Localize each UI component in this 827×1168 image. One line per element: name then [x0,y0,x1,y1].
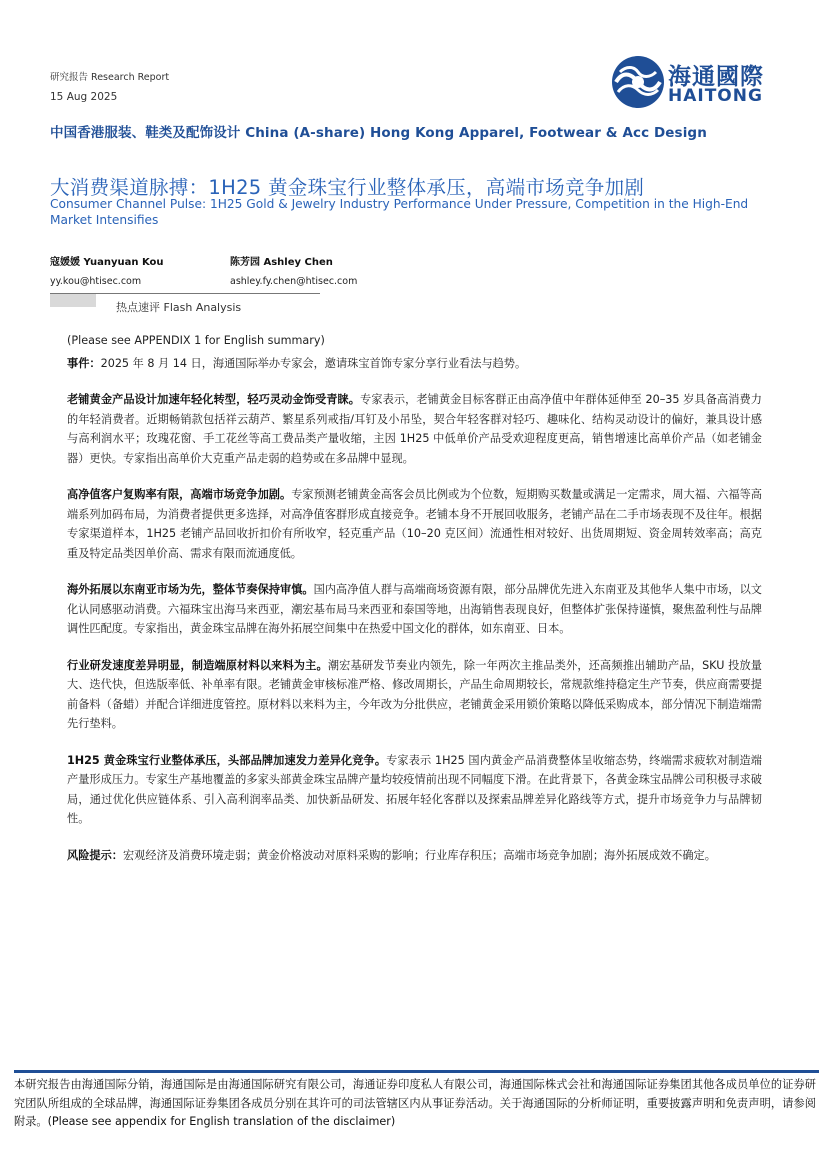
paragraph-event [67,354,762,374]
paragraph-text: 宏观经济及消费环境走弱；黄金价格波动对原料采购的影响；行业库存积压；高端市场竞争加剧；海外拓展成效不确定。 [122,848,716,862]
footer-disclaimer: 本研究报告由海通国际分销，海通国际是由海通国际研究有限公司，海通证券印度私人有限公司，海通国际株式会社和海通国际证券集团其他各成员单位的证券研究团队所组成的全球品牌，海通国际证券集团各成员分别在其许可的司法管辖区内从事证券活动。关于海通国际的分析师证明，重要披露声明和免责声明，请参阅附录。(Please see appendix for English translation of the disclaimer) [14,1078,816,1128]
paragraph-lead: 行业研发速度差异明显，制造端原材料以来料为主。 [67,658,328,672]
report-date: 15 Aug 2025 [50,91,118,103]
logo-text-en: HAITONG [668,86,763,106]
paragraph-lead: 事件： [67,356,101,370]
paragraph-lead: 风险提示： [67,848,123,862]
sector-heading: 中国香港服装、鞋类及配饰设计 China (A-share) Hong Kong Apparel, Footwear & Acc Design [50,125,707,141]
paragraph-lead: 海外拓展以东南亚市场为先，整体节奏保持审慎。 [67,583,314,596]
flash-analysis-box [50,293,320,320]
author-email-2[interactable]: ashley.fy.chen@htisec.com [230,276,358,287]
paragraph-text: 潮宏基研发节奏业内领先，除一年两次主推品类外，还高频推出辅助产品，SKU 投放量大、迭代快，但选版率低、补单率有限。老铺黄金审核标准严格、修改周期长，产品生命周期较长，常规款维持稳定生产节奏，供应商需要提前备料（备蜡）并配合详细进度管控。原材料以来料为主，今年改为分批供应，老铺黄金采用锁价策略以降低采购成本，部分情况下制造端需先行垫料。 [67,658,762,730]
paragraph-text: 专家预测老铺黄金高客会员比例或为个位数，短期购买数量或满足一定需求，周大福、六福等高端系列加码布局，为消费者提供更多选择，对高净值客群形成直接竞争。老铺本身不开展回收服务，老铺产品在二手市场表现不及往年。根据专家渠道样本，1H25 老铺产品回收折扣价有所收窄，轻克重产品（10–20 克区间）流通性相对较好、出货周期短、资金周转效率高；高克重及特定品类因单价高、需求有限而流通度低。 [67,488,762,560]
logo-text-cn: 海通國際 [668,64,764,90]
haitong-logo [610,54,666,110]
flash-bar [50,294,96,307]
haitong-logo-icon [610,54,666,110]
paragraph-text: 2025 年 8 月 14 日，海通国际举办专家会，邀请珠宝首饰专家分享行业看法与趋势。 [100,356,527,370]
paragraph-lead: 老铺黄金产品设计加速年轻化转型，轻巧灵动金饰受青睐。 [67,393,361,406]
title-cn: 大消费渠道脉搏：1H25 黄金珠宝行业整体承压，高端市场竞争加剧 [50,176,645,199]
paragraph-rd-materials [67,656,762,734]
appendix-note: (Please see APPENDIX 1 for English summary) [67,334,325,347]
paragraph-text: 专家表示，老铺黄金目标客群正由高净值中年群体延伸至 20–35 岁具备高消费力的年轻消费者。近期畅销款包括祥云葫芦、繁星系列戒指/耳钉及小吊坠，契合年轻客群对轻巧、趣味化、结构灵动设计的偏好，兼具设计感与高利润水平；玫瑰花窗、手工花丝等高工费品类产量收缩，主因 1H25 中低单价产品受欢迎程度更高，销售增速比高单价产品（如老铺金器）更快。专家指出高单价大克重产品走弱的趋势或在多品牌中显现。 [67,393,762,465]
author-email-1[interactable]: yy.kou@htisec.com [50,276,142,287]
footer-rule [14,1070,819,1073]
paragraph-product-design [67,390,762,468]
title-en: Consumer Channel Pulse: 1H25 Gold & Jewelry Industry Performance Under Pressure, Competition in the High-End Market Intensifies [50,197,749,227]
flash-analysis-label: 热点速评 Flash Analysis [116,301,242,314]
paragraph-text: 国内高净值人群与高端商场资源有限，部分品牌优先进入东南亚及其他华人集中市场，以文化认同感驱动消费。六福珠宝出海马来西亚，潮宏基布局马来西亚和泰国等地，出海销售表现良好，但整体扩张保持谨慎，聚焦盈利性与品牌调性匹配度。专家指出，黄金珠宝品牌在海外拓展空间集中在热爱中国文化的群体，如东南亚、日本。 [67,583,762,635]
paragraph-industry-pressure [67,751,762,829]
paragraph-high-end-competition [67,485,762,563]
author-name-2: 陈芳园 Ashley Chen [230,257,333,268]
paragraph-risk [67,846,762,866]
report-body [67,331,762,882]
report-type: 研究报告 Research Report [50,72,170,83]
paragraph-text: 专家表示 1H25 国内黄金产品消费整体呈收缩态势，终端需求疲软对制造端产量形成压力。专家生产基地覆盖的多家头部黄金珠宝品牌产量均较疫情前出现不同幅度下滑。在此背景下，各黄金珠宝品牌公司积极寻求破局，通过优化供应链体系、引入高利润率品类、加快新品研发、拓展年轻化客群以及探索品牌差异化路线等方式，提升市场竞争力与品牌韧性。 [67,753,762,825]
paragraph-lead: 高净值客户复购率有限，高端市场竞争加剧。 [67,488,292,501]
paragraph-overseas-expansion [67,580,762,639]
author-name-1: 寇媛媛 Yuanyuan Kou [50,257,164,268]
paragraph-lead: 1H25 黄金珠宝行业整体承压，头部品牌加速发力差异化竞争。 [67,753,387,767]
